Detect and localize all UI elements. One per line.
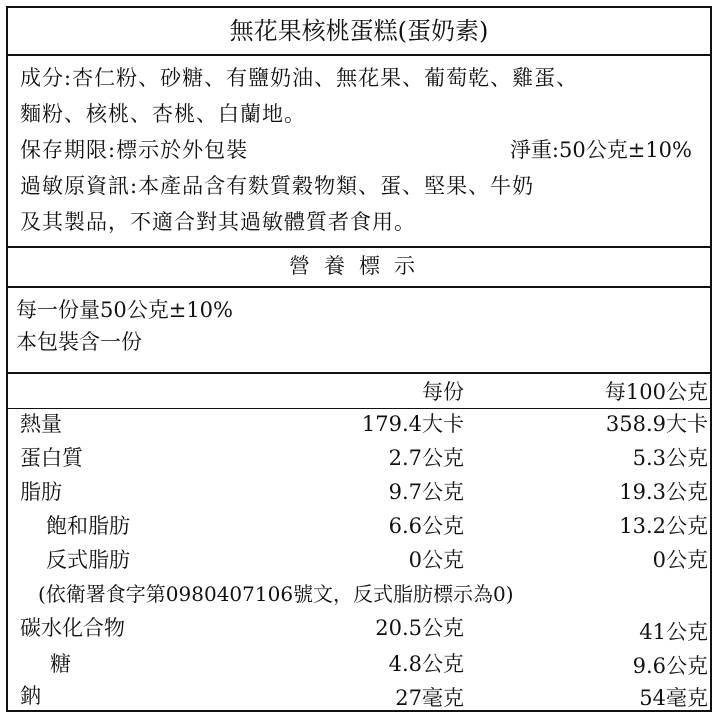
net-weight: 淨重:50公克±10% [509, 138, 692, 162]
col-per-100g: 每100公克 [604, 380, 708, 404]
saturated-fat-per-100g: 13.2公克 [619, 514, 708, 538]
trans-fat-note-row [8, 574, 710, 608]
allergen-line-2: 及其製品，不適合對其過敏體質者食用。 [20, 210, 416, 234]
fat-per-serving: 9.7公克 [388, 480, 464, 504]
table-row [8, 676, 710, 710]
table-row [8, 404, 710, 438]
row-label-carbohydrate: 碳水化合物 [20, 616, 125, 640]
row-label-sugar: 糖 [50, 652, 71, 676]
ingredients-line-2: 麵粉、核桃、杏桃、白蘭地。 [20, 102, 306, 126]
storage-info: 保存期限:標示於外包裝 [20, 138, 249, 162]
row-label-trans-fat: 反式脂肪 [46, 548, 130, 572]
row-label-protein: 蛋白質 [20, 446, 83, 470]
product-info [8, 54, 710, 248]
table-row [8, 438, 710, 472]
sodium-per-serving: 27毫克 [395, 686, 464, 710]
trans-fat-note: (依衛署食字第0980407106號文，反式脂肪標示為0) [38, 582, 514, 606]
ingredients-line-1: 成分:杏仁粉、砂糖、有鹽奶油、無花果、葡萄乾、雞蛋、 [20, 66, 579, 90]
serving-size: 每一份量50公克±10% [16, 298, 233, 322]
table-row [8, 540, 710, 574]
row-label-energy: 熱量 [20, 412, 62, 436]
protein-per-serving: 2.7公克 [388, 446, 464, 470]
nutrition-label [6, 6, 712, 712]
energy-per-serving: 179.4大卡 [361, 412, 464, 436]
fat-per-100g: 19.3公克 [619, 480, 708, 504]
saturated-fat-per-serving: 6.6公克 [388, 514, 464, 538]
table-row [8, 506, 710, 540]
protein-per-100g: 5.3公克 [632, 446, 708, 470]
col-per-serving: 每份 [422, 380, 464, 404]
row-label-saturated-fat: 飽和脂肪 [46, 514, 130, 538]
sugar-per-serving: 4.8公克 [388, 652, 464, 676]
trans-fat-per-100g: 0公克 [652, 548, 708, 572]
allergen-line-1: 過敏原資訊:本產品含有麩質穀物類、蛋、堅果、牛奶 [20, 174, 535, 198]
row-label-sodium: 鈉 [20, 684, 41, 708]
carbohydrate-per-100g: 41公克 [639, 620, 708, 644]
product-title: 無花果核桃蛋糕(蛋奶素) [8, 8, 710, 56]
table-row [8, 608, 710, 642]
sugar-per-100g: 9.6公克 [632, 654, 708, 678]
table-row [8, 472, 710, 506]
nutrition-heading: 營養標示 [8, 246, 710, 288]
trans-fat-per-serving: 0公克 [408, 548, 464, 572]
table-row [8, 644, 710, 678]
row-label-fat: 脂肪 [20, 480, 62, 504]
servings-per-pack: 本包裝含一份 [16, 330, 142, 354]
sodium-per-100g: 54毫克 [639, 686, 708, 710]
energy-per-100g: 358.9大卡 [605, 412, 708, 436]
carbohydrate-per-serving: 20.5公克 [375, 616, 464, 640]
serving-info [8, 286, 710, 374]
